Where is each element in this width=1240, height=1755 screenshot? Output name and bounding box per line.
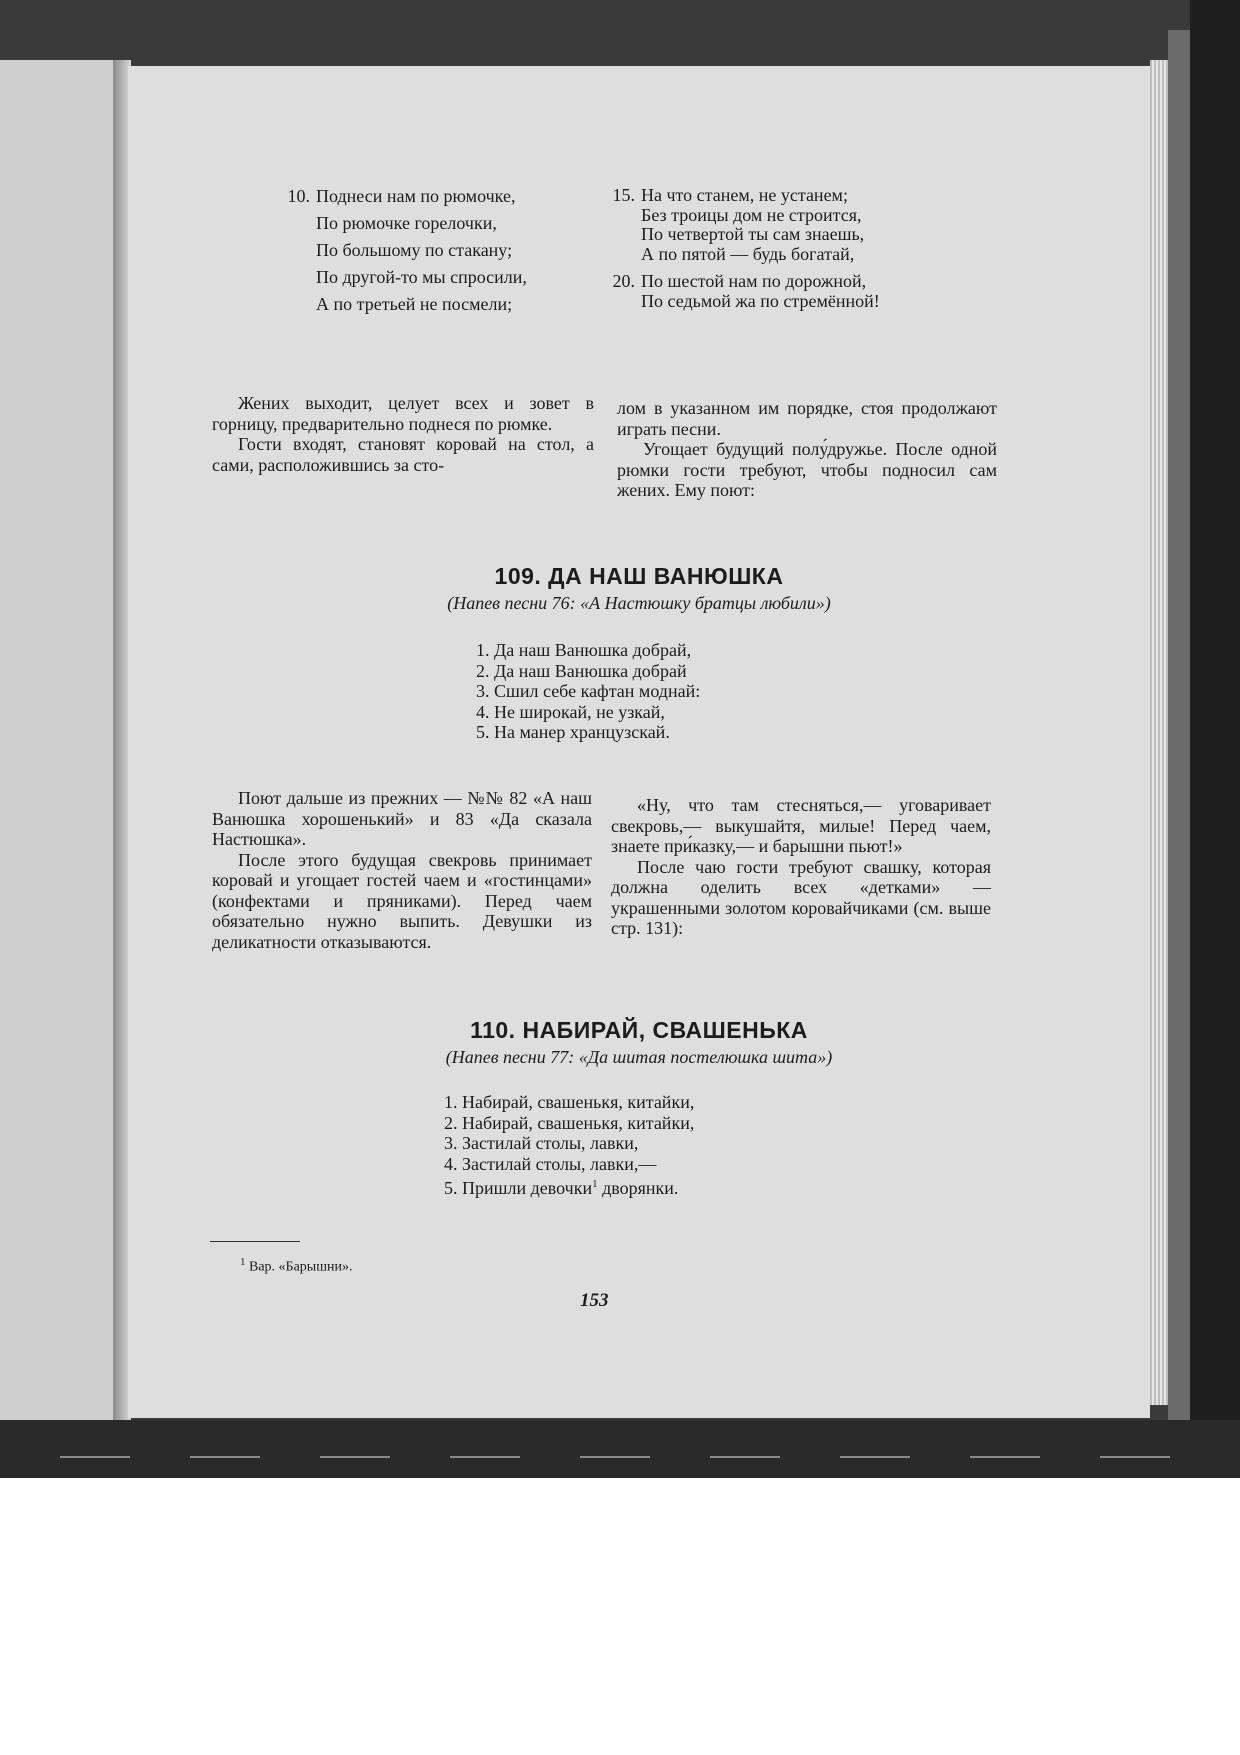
song-title: 110. НАБИРАЙ, СВАШЕНЬКА <box>470 1017 808 1043</box>
page-stack-edge <box>1150 60 1168 1405</box>
lyric-line: 4. Застилай столы, лавки,— <box>444 1153 657 1174</box>
prose-left-column <box>212 393 594 475</box>
ruler-mark <box>710 1456 780 1458</box>
paragraph: лом в указанном им порядке, стоя продолжают играть песни. <box>617 398 997 439</box>
lyric-line: 5. На манер хранцузскай. <box>476 722 670 742</box>
paragraph: Поют дальше из прежних — №№ 82 «А наш Ванюшка хорошенький» и 83 «Да сказала Настюшка». <box>212 788 592 849</box>
ruler-mark <box>970 1456 1040 1458</box>
lyric-line: 1. Да наш Ванюшка добрай, <box>476 640 692 660</box>
ruler-mark <box>580 1456 650 1458</box>
song-lyrics <box>444 1092 694 1199</box>
ruler-mark <box>60 1456 130 1458</box>
verse-line <box>280 291 527 318</box>
verse-line <box>280 210 527 237</box>
verse-text: По другой-то мы спросили, <box>316 267 527 287</box>
verse-line <box>605 292 880 312</box>
prose-left-column <box>212 788 592 952</box>
paragraph: После этого будущая свекровь принимает коровай и угощает гостей чаем и «гостинцами» (конфектами и пряниками). Перед чаем обязательно нужно выпить. Девушки из деликатности отказываются. <box>212 849 592 952</box>
verse-line <box>280 183 527 210</box>
lyric-line: 2. Набирай, свашенькя, китайки, <box>444 1112 695 1133</box>
verse-left-column <box>280 183 527 318</box>
prose-right-column <box>611 795 991 939</box>
paragraph: Угощает будущий полу́дружье. После одной рюмки гости требуют, чтобы подносил сам жених. Ему поют: <box>617 439 997 500</box>
verse-text: Поднеси нам по рюмочке, <box>316 186 516 206</box>
ruler-mark <box>840 1456 910 1458</box>
paragraph: Гости входят, становят коровай на стол, а сами, расположившись за сто- <box>212 434 594 475</box>
footnote-rule <box>210 1241 300 1242</box>
verse-number: 15. <box>612 185 635 205</box>
verse-right-column <box>605 186 880 311</box>
verse-text: На что станем, не устанем; <box>641 185 848 205</box>
verse-text: А по пятой — будь богатай, <box>641 243 855 264</box>
paragraph: После чаю гости требуют свашку, которая должна оделить всех «детками» — украшенными золотом коровайчиками (см. выше стр. 131): <box>611 856 991 938</box>
verse-text: По большому по стакану; <box>316 240 513 260</box>
verse-number: 10. <box>287 186 310 206</box>
lyric-line: 2. Да наш Ванюшка добрай <box>476 660 687 681</box>
verse-line <box>605 272 880 292</box>
verse-text: По шестой нам по дорожной, <box>641 271 867 291</box>
ruler-mark <box>190 1456 260 1458</box>
song-subtitle: (Напев песни 77: «Да шитая постелюшка шита») <box>445 1047 833 1067</box>
verse-text: По седьмой жа по стремённой! <box>641 290 880 311</box>
verse-line <box>280 237 527 264</box>
verse-line <box>605 245 880 265</box>
prose-right-column <box>617 398 997 501</box>
verse-line <box>605 225 880 245</box>
left-page-edge <box>0 60 115 1420</box>
verse-text: Без троицы дом не строится, <box>641 204 862 225</box>
paragraph: «Ну, что там стесняться,— уговаривает свекровь,— выкушайтя, милые! Перед чаем, знаете при́казку,— и барышни пьют!» <box>611 795 991 856</box>
lyric-line: 3. Застилай столы, лавки, <box>444 1133 639 1153</box>
scanner-bottom-band <box>0 1420 1240 1478</box>
scanner-border <box>1190 0 1240 1478</box>
footnote-text: Вар. «Барышни». <box>249 1259 353 1275</box>
footnote <box>240 1256 352 1276</box>
ruler-mark <box>1100 1456 1170 1458</box>
lyric-text: 5. Пришли девочки <box>444 1178 593 1198</box>
song-lyrics <box>476 640 700 743</box>
song-subtitle: (Напев песни 76: «А Настюшку братцы любили») <box>447 593 831 613</box>
paragraph: Жених выходит, целует всех и зовет в горницу, предварительно поднеся по рюмке. <box>212 393 594 434</box>
verse-line <box>605 206 880 226</box>
page-number: 153 <box>580 1290 609 1311</box>
lyric-line: 1. Набирай, свашенькя, китайки, <box>444 1092 695 1112</box>
lyric-line: 4. Не широкай, не узкай, <box>476 701 665 722</box>
verse-text: По рюмочке горелочки, <box>316 213 497 233</box>
verse-text: А по третьей не посмели; <box>316 294 513 314</box>
footnote-marker: 1 <box>592 1178 598 1190</box>
verse-number: 20. <box>612 271 635 291</box>
book-cover-edge <box>1168 30 1190 1420</box>
lyric-line: 3. Сшил себе кафтан моднай: <box>476 681 701 701</box>
ruler-mark <box>320 1456 390 1458</box>
ruler-mark <box>450 1456 520 1458</box>
verse-text: По четвертой ты сам знаешь, <box>641 224 865 244</box>
verse-line <box>605 186 880 206</box>
footnote-marker: 1 <box>240 1256 246 1268</box>
lyric-line <box>444 1174 694 1199</box>
lyric-text: дворянки. <box>602 1178 679 1198</box>
verse-line <box>280 264 527 291</box>
song-title: 109. ДА НАШ ВАНЮШКА <box>494 563 784 589</box>
